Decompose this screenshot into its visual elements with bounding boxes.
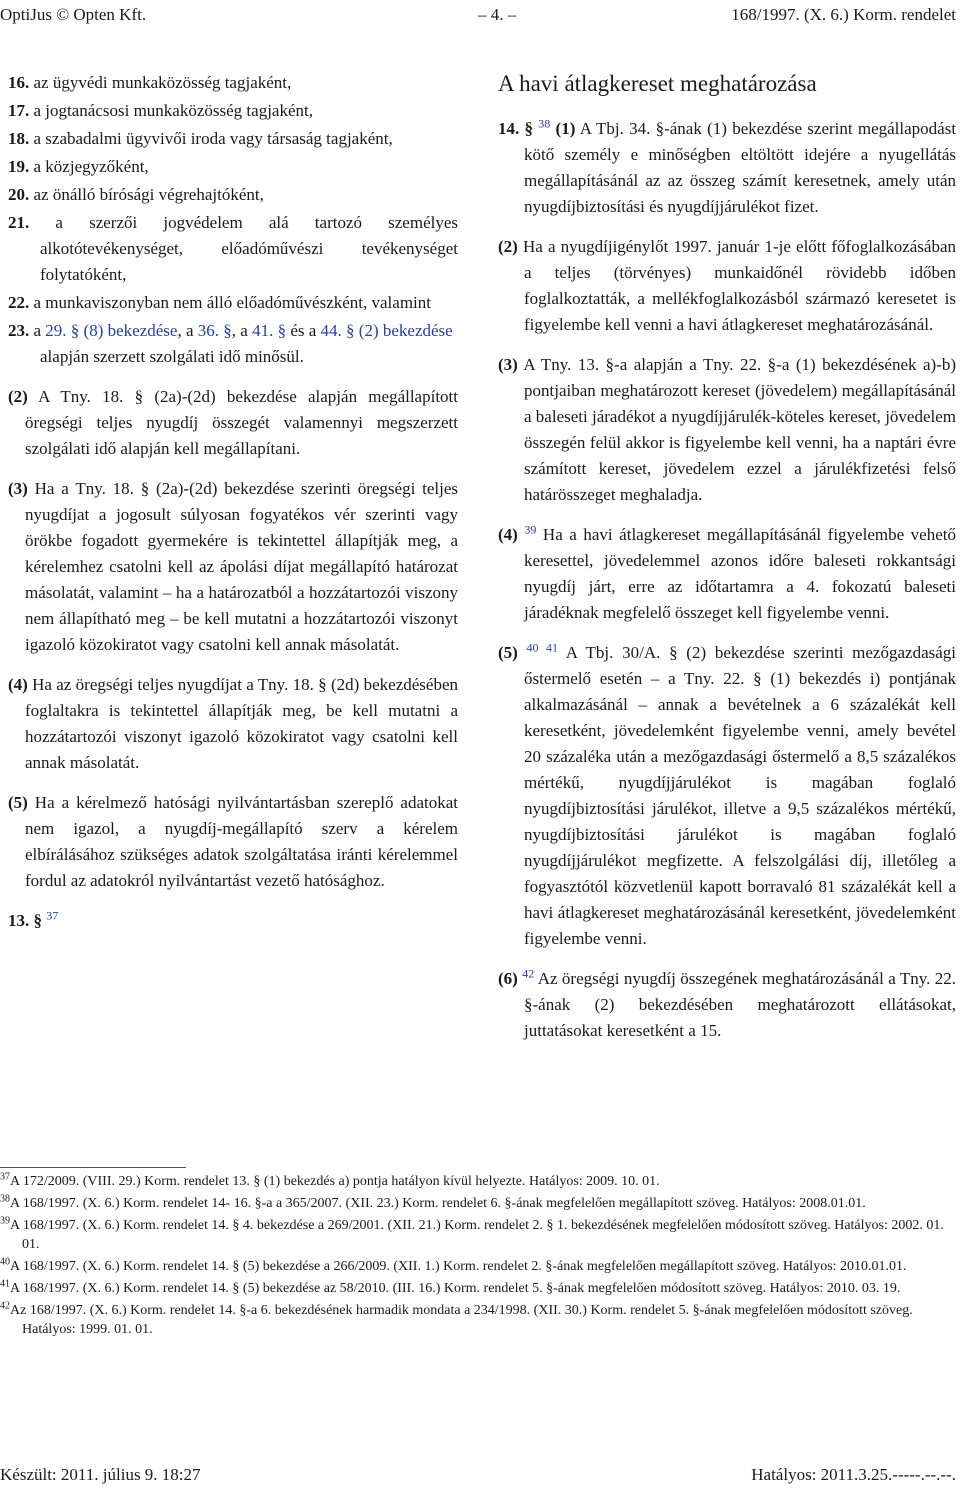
- footnote-ref-38[interactable]: 38: [538, 116, 551, 131]
- section-14-paragraph-4: (4) $^{39}$ Ha a havi átlagkereset megállapításánál figyelembe vehető keresettel, jövedelemmel azonos időre baleseti rokkantsági nyugdíj járt, erre az időtartamra a 4. fokozatú baleseti járadéknak megfelelő összeget kell figyelembe venni.: [498, 522, 956, 622]
- footnote-ref-39[interactable]: 39: [524, 522, 537, 537]
- footer-effective: Hatályos: 2011.3.25.-----.--.--.: [751, 1465, 956, 1484]
- footer-created: Készült: 2011. július 9. 18:27: [0, 1465, 201, 1484]
- link-44-2[interactable]: 44. § (2) bekezdése: [320, 321, 453, 340]
- header-publisher: OptiJus © Opten Kft.: [0, 5, 147, 24]
- paragraph-4: (4) Ha az öregségi teljes nyugdíjat a Tny. 18. § (2d) bekezdésében foglaltakra is tekintettel állapítják meg, be kell mutatni a hozzátartozói viszonyt igazoló közokiratot vagy csatolni kell annak másolatát.: [8, 675, 459, 772]
- right-column: [498, 70, 956, 1058]
- list-item: 18. a szabadalmi ügyvivői iroda vagy társaság tagjaként,: [8, 129, 393, 148]
- list-item: 19. a közjegyzőként,: [8, 157, 149, 176]
- footnote-ref-42[interactable]: 42: [522, 966, 535, 981]
- page-number: – 4. –: [478, 5, 517, 24]
- footnote-divider: [0, 1167, 186, 1168]
- section-heading: A havi átlagkereset meghatározása: [498, 71, 817, 96]
- section-14-paragraph-1: 14. § $^{38}$ (1) A Tbj. 34. §-ának (1) bekezdése szerint megállapodást kötő személy e minőségben eltöltött idejére a nyugellátás megállapításánál az az összeg számít keresetnek, amely után nyugdíjbiztosítási és nyugdíjjárulékot fizet.: [498, 116, 957, 216]
- link-36[interactable]: 36. §: [197, 321, 232, 340]
- page-footer: [0, 1462, 960, 1484]
- section-14-paragraph-6: (6) $^{42}$ Az öregségi nyugdíj összegének meghatározásánál a Tny. 22. §-ának (2) bekezdésében meghatározott ellátásokat, juttatásokat keresetként a 15.: [498, 966, 957, 1040]
- footnote: $^{38}$A 168/1997. (X. 6.) Korm. rendelet 14- 16. §-a a 365/2007. (XII. 23.) Korm. rendelet 6. §-ának megfelelően megállapított szöveg. Hatályos: 2008.01.01.: [0, 1193, 866, 1211]
- section-14-paragraph-5: (5) $^{40 41}$ A Tbj. 30/A. § (2) bekezdése szerinti mezőgazdasági őstermelő esetén – a Tny. 22. § (1) bekezdés i) pontjának alkalmazásánál – annak a bevételnek a 6 százalékát kell keresetként, jövedelemként figyelembe venni, amely bevétel 20 százaléka után a mezőgazdasági őstermelő a 8,5 százalékos mértékű, nyugdíjjárulékot is magában foglaló nyugdíjbiztosítási járulékot, illetve a 9,5 százalékos mértékű, nyugdíjbiztosítási járulékot is magában foglaló nyugdíjjárulékot megfizette. A felszolgálási díj, illetőleg a fogyasztótól közvetlenül kapott borravaló 81 százalékát kell a havi átlagkereset meghatározásánál keresetként, jövedelemként figyelembe venni.: [498, 640, 956, 948]
- list-item: 23. a 29. § (8) bekezdése, a 36. §, a 41. § és a 44. § (2) bekezdése alapján szerzett szolgálati idő minősül.: [8, 321, 453, 366]
- link-41[interactable]: 41. §: [252, 321, 287, 340]
- link-29-8[interactable]: 29. § (8) bekezdése: [45, 321, 178, 340]
- list-item: 21. a szerzői jogvédelem alá tartozó személyes alkotótevékenységet, előadóművészi tevékenységet folytatóként,: [8, 213, 459, 284]
- left-column: [8, 70, 458, 934]
- paragraph-5: (5) Ha a kérelmező hatósági nyilvántartásban szereplő adatokat nem igazol, a nyugdíj-megállapító szerv a kérelem elbírálásához szükséges adatok szolgáltatása iránti kérelemmel fordul az adatokról nyilvántartást vezető hatósághoz.: [8, 793, 458, 890]
- footnotes: [0, 1172, 958, 1342]
- list-item: 17. a jogtanácsosi munkaközösség tagjaként,: [8, 101, 313, 120]
- list-item: 16. az ügyvédi munkaközösség tagjaként,: [8, 73, 292, 92]
- footnote: $^{40}$A 168/1997. (X. 6.) Korm. rendelet 14. § (5) bekezdése a 266/2009. (XII. 1.) Korm. rendelet 2. §-ának megfelelően megállapított szöveg. Hatályos: 2010.01.01.: [0, 1256, 907, 1274]
- paragraph-3: (3) Ha a Tny. 18. § (2a)-(2d) bekezdése szerinti öregségi teljes nyugdíjat a jogosult súlyosan fogyatékos vér szerinti vagy örökbe fogadott gyermekére is tekintettel állapítják meg, a kérelemhez csatolni kell az ápolási díjat megállapító határozat másolatát, valamint – ha a határozatból a hozzátartozói viszony nem állapítható meg – be kell mutatni a hozzátartozói viszonyt igazoló közokiratot vagy csatolni kell annak másolatát.: [8, 479, 458, 654]
- footnote: $^{37}$A 172/2009. (VIII. 29.) Korm. rendelet 13. § (1) bekezdés a) pontja hatályon kívül helyezte. Hatályos: 2009. 10. 01.: [0, 1171, 660, 1189]
- footnote: $^{41}$A 168/1997. (X. 6.) Korm. rendelet 14. § (5) bekezdése az 58/2010. (III. 16.) Korm. rendelet 5. §-ának megfelelően módosított szöveg. Hatályos: 2010. 03. 19.: [0, 1278, 901, 1296]
- paragraph-2: (2) A Tny. 18. § (2a)-(2d) bekezdése alapján megállapított öregségi teljes nyugdíj összegét valamennyi megszerzett szolgálati idő alapján kell megállapítani.: [8, 387, 458, 458]
- section-14-paragraph-3: (3) A Tny. 13. §-a alapján a Tny. 22. §-a (1) bekezdésének a)-b) pontjaiban meghatározott kereset (jövedelem) megállapításánál a baleseti járadékot a nyugdíjjárulék-köteles kereset, jövedelem összegén felül akkor is figyelembe kell venni, ha a naptári évre számított kereset, jövedelem ezzel a járulékfizetési felső határösszeget meghaladja.: [498, 355, 956, 504]
- list-item: 22. a munkaviszonyban nem álló előadóművészként, valamint: [8, 293, 431, 312]
- header-document-title: 168/1997. (X. 6.) Korm. rendelet: [731, 5, 956, 24]
- footnote-ref-37[interactable]: 37: [46, 908, 59, 923]
- section-13: 13. § $^{37}$: [8, 908, 59, 930]
- footnote: $^{42}$Az 168/1997. (X. 6.) Korm. rendelet 14. §-a 6. bekezdésének harmadik mondata a 234/1998. (XII. 30.) Korm. rendelet 5. §-ának megfelelően módosított szöveg. Hatályos: 1999. 01. 01.: [0, 1300, 913, 1337]
- footnote: $^{39}$A 168/1997. (X. 6.) Korm. rendelet 14. § 4. bekezdése a 269/2001. (XII. 21.) Korm. rendelet 2. § 1. bekezdésének megfelelően módosított szöveg. Hatályos: 2002. 01. 01.: [0, 1215, 944, 1252]
- list-item: 20. az önálló bírósági végrehajtóként,: [8, 185, 264, 204]
- section-14-paragraph-2: (2) Ha a nyugdíjigénylőt 1997. január 1-je előtt főfoglalkozásában a teljes (törvényes) munkaidőnél rövidebb időben foglalkoztatták, a mellékfoglalkozásból származó keresetet is figyelembe kell venni a havi átlagkereset meghatározásánál.: [498, 237, 957, 334]
- page-header: [0, 2, 960, 26]
- footnote-ref-40-41[interactable]: 40 41: [526, 640, 559, 655]
